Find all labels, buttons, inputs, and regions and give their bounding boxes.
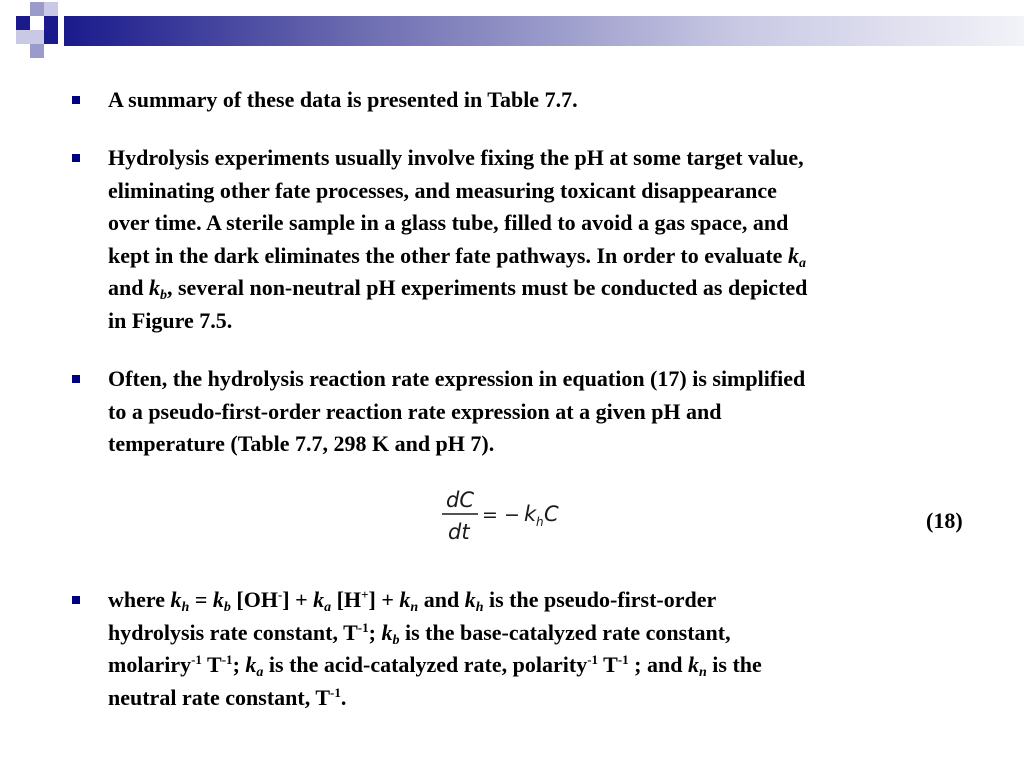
- paragraph-4-line-1: [108, 584, 978, 617]
- semicolon: ;: [368, 619, 382, 645]
- paragraph-2-line-1: Hydrolysis experiments usually involve fixing the pH at some target value,: [108, 145, 804, 170]
- and-text: and: [418, 587, 465, 612]
- and-text: ; and: [628, 652, 688, 677]
- k-a-symbol: [313, 587, 332, 615]
- k-letter: k: [313, 587, 325, 612]
- k-b-subscript: b: [159, 288, 167, 303]
- k-a-symbol: [787, 242, 806, 271]
- oh-superscript: -: [277, 587, 283, 602]
- k-h-subscript: h: [475, 600, 484, 615]
- exponent: -1: [191, 652, 202, 667]
- header-square-2: [30, 2, 44, 16]
- paragraph-4-line-3-mid: is the acid-catalyzed rate, polarity: [263, 652, 588, 677]
- bullet-marker-3: [72, 375, 80, 383]
- bullet-marker-1: [72, 96, 80, 104]
- t-text: T: [598, 652, 618, 677]
- equals-text: =: [189, 587, 213, 612]
- k-letter: k: [399, 587, 411, 612]
- paragraph-4: [108, 584, 978, 714]
- k-n-symbol: [687, 652, 707, 680]
- paragraph-4-line-4: [108, 682, 978, 715]
- header-square-6: [44, 16, 58, 44]
- paragraph-2-line-6: in Figure 7.5.: [108, 307, 233, 333]
- equation-18: [436, 483, 576, 547]
- header-square-5: [30, 44, 44, 58]
- k-letter: k: [687, 652, 699, 677]
- paragraph-3-line-2: to a pseudo-first-order reaction rate expression at a given pH and: [108, 398, 722, 424]
- k-n-subscript: n: [410, 600, 419, 615]
- exponent: -1: [617, 652, 629, 667]
- paragraph-4-line-3-text: molariry: [108, 652, 192, 677]
- paragraph-3-line-3: temperature (Table 7.7, 298 K and pH 7).: [108, 431, 495, 456]
- k-b-subscript: b: [392, 632, 400, 648]
- paragraph-4-line-2-rest: is the base-catalyzed rate constant,: [399, 619, 731, 645]
- bullet-marker-2: [72, 154, 80, 162]
- equation-equals-minus: = −: [482, 504, 520, 526]
- exponent: -1: [357, 619, 369, 635]
- paragraph-4-line-2: [108, 617, 978, 650]
- paragraph-3: [108, 363, 978, 461]
- header-square-3: [44, 2, 58, 16]
- k-a-symbol: [245, 652, 264, 680]
- h-superscript: +: [361, 587, 369, 602]
- k-n-symbol: [399, 587, 419, 615]
- exponent: -1: [330, 684, 341, 700]
- equation-k: k: [524, 502, 537, 526]
- paragraph-4-line-3-rest: is the: [706, 652, 762, 677]
- equation-c: C: [544, 502, 559, 526]
- k-letter: k: [212, 587, 224, 612]
- k-letter: k: [787, 242, 799, 268]
- header-square-4: [30, 30, 44, 44]
- header-gradient-bar: [64, 16, 1024, 46]
- paragraph-2-line-2: eliminating other fate processes, and measuring toxicant disappearance: [108, 177, 777, 203]
- k-a-subscript: a: [256, 665, 264, 680]
- k-h-symbol: [170, 587, 190, 615]
- paragraph-2-line-5-start: and: [108, 275, 149, 300]
- paragraph-4-line-3: [108, 649, 978, 682]
- k-letter: k: [245, 652, 257, 677]
- period: .: [340, 684, 347, 710]
- paragraph-1-line-1: A summary of these data is presented in Table 7.7.: [108, 87, 578, 112]
- paragraph-2-line-4-text: kept in the dark eliminates the other fate pathways. In order to evaluate: [108, 242, 788, 268]
- close-plus-text-2: ] +: [368, 587, 400, 612]
- close-plus-text: ] +: [282, 587, 314, 612]
- k-letter: k: [170, 587, 182, 612]
- paragraph-2: [108, 142, 978, 337]
- oh-text: [OH: [230, 587, 278, 612]
- equation-numerator: dC: [446, 488, 474, 512]
- h-text: [H: [331, 587, 362, 612]
- paragraph-3-line-1: Often, the hydrolysis reaction rate expression in equation (17) is simplified: [108, 366, 806, 391]
- k-letter: k: [464, 587, 476, 612]
- equation-k-subscript: h: [536, 515, 544, 529]
- k-b-symbol: [148, 275, 167, 303]
- exponent: -1: [587, 652, 599, 667]
- paragraph-4-line-4-text: neutral rate constant, T: [108, 684, 331, 710]
- k-a-subscript: a: [798, 255, 806, 271]
- paragraph-2-line-3: over time. A sterile sample in a glass tube, filled to avoid a gas space, and: [108, 210, 789, 235]
- k-letter: k: [148, 275, 160, 300]
- paragraph-2-line-5-rest: , several non-neutral pH experiments must be conducted as depicted: [166, 275, 808, 300]
- k-a-subscript: a: [324, 600, 332, 615]
- k-letter: k: [381, 619, 393, 645]
- header-square-7: [16, 30, 30, 44]
- equation-denominator: dt: [448, 520, 470, 544]
- equation-number: (18): [926, 508, 963, 533]
- paragraph-4-line-2-text: hydrolysis rate constant, T: [108, 619, 358, 645]
- paragraph-4-line-1-rest: is the pseudo-first-order: [483, 587, 717, 612]
- paragraph-1: [108, 84, 978, 117]
- paragraph-2-line-4: [108, 240, 978, 273]
- k-b-subscript: b: [223, 600, 231, 615]
- bullet-marker-4: [72, 596, 80, 604]
- k-b-symbol: [381, 619, 400, 648]
- t-text: T: [201, 652, 222, 677]
- header-square-1: [16, 16, 30, 30]
- semicolon: ;: [232, 652, 246, 677]
- exponent: -1: [221, 652, 233, 667]
- k-h-subscript: h: [181, 600, 190, 615]
- k-n-subscript: n: [698, 665, 707, 680]
- paragraph-2-line-5: [108, 272, 978, 305]
- k-h-symbol: [464, 587, 484, 615]
- k-b-symbol: [212, 587, 231, 615]
- where-text: where: [108, 587, 171, 612]
